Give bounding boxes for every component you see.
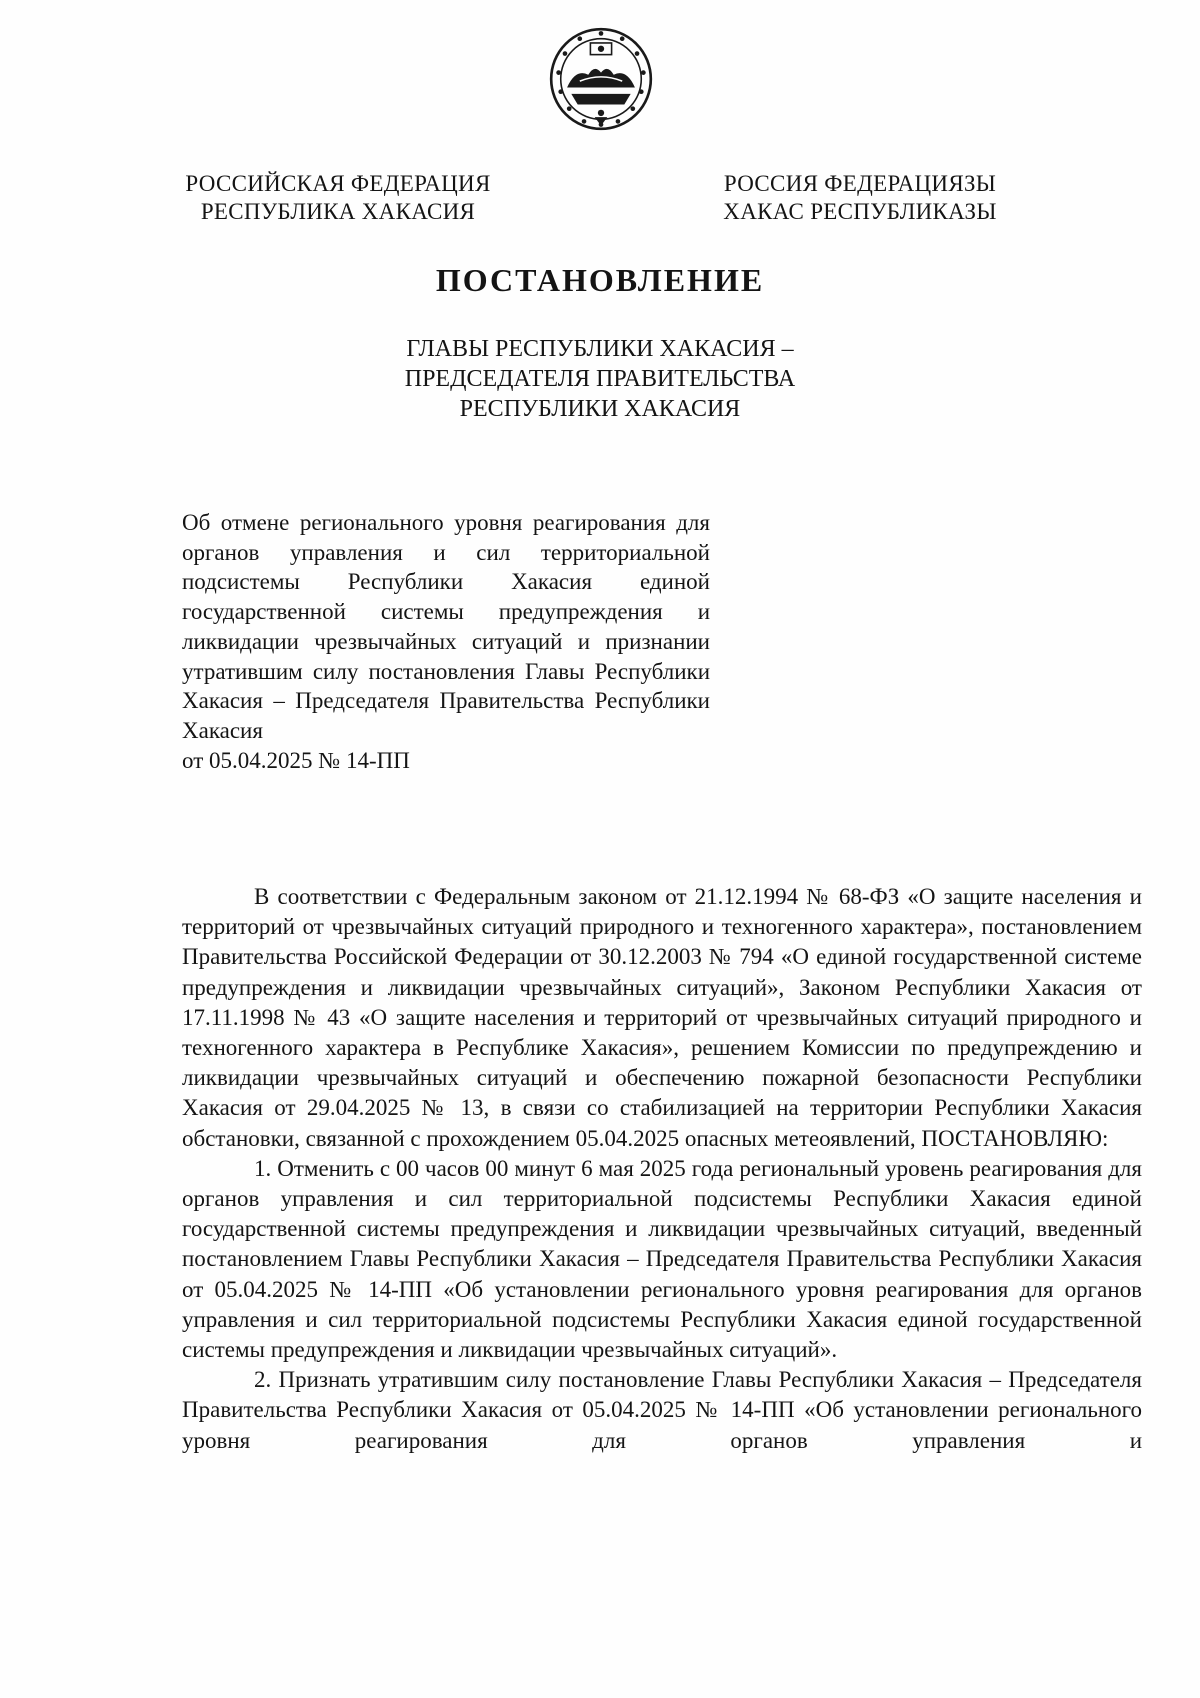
header-russian-federation: [168, 170, 508, 226]
document-body: [182, 882, 1142, 1456]
header-left-line-1: РОССИЙСКАЯ ФЕДЕРАЦИЯ: [185, 171, 491, 196]
issuer-line-2: ПРЕДСЕДАТЕЛЯ ПРАВИТЕЛЬСТВА: [404, 366, 796, 392]
subject-reference: от 05.04.2025 № 14-ПП: [182, 747, 410, 773]
issuer-line-3: РЕСПУБЛИКИ ХАКАСИЯ: [459, 396, 741, 422]
subject-text: Об отмене регионального уровня реагирования для органов управления и сил территориальной подсистемы Республики Хакасия единой государственной системы предупреждения и ликвидации чрезвычайных ситуаций и признании утратившим силу постановления Главы Республики Хакасия – Председателя Правительства Республики Хакасия: [182, 510, 710, 743]
header-right-line-1: РОССИЯ ФЕДЕРАЦИЯЗЫ: [723, 171, 997, 196]
body-paragraph-item-1: 1. Отменить с 00 часов 00 минут 6 мая 2025 года региональный уровень реагирования для органов управления и сил территориальной подсистемы Республики Хакасия единой государственной системы предупреждения и ликвидации чрезвычайных ситуаций, введенный постановлением Главы Республики Хакасия – Председателя Правительства Республики Хакасия от 05.04.2025 № 14-ПП «Об установлении регионального уровня реагирования для органов управления и сил территориальной подсистемы Республики Хакасия единой государственной системы предупреждения и ликвидации чрезвычайных ситуаций».: [182, 1155, 1142, 1363]
body-paragraph-item-2: 2. Признать утратившим силу постановление Главы Республики Хакасия – Председателя Правительства Республики Хакасия от 05.04.2025 № 14-ПП «Об установлении регионального уровня реагирования для органов управления и: [182, 1367, 1142, 1453]
coat-of-arms-emblem: [548, 26, 654, 132]
issuer-line-1: ГЛАВЫ РЕСПУБЛИКИ ХАКАСИЯ –: [406, 336, 794, 362]
header-left-line-2: РЕСПУБЛИКА ХАКАСИЯ: [200, 199, 476, 224]
header-khakas-language: [690, 170, 1030, 226]
body-paragraph-preamble: В соответствии с Федеральным законом от 21.12.1994 № 68-ФЗ «О защите населения и территорий от чрезвычайных ситуаций природного и техногенного характера», постановлением Правительства Российской Федерации от 30.12.2003 № 794 «О единой государственной системе предупреждения и ликвидации чрезвычайных ситуаций», Законом Республики Хакасия от 17.11.1998 № 43 «О защите населения и территорий от чрезвычайных ситуаций природного и техногенного характера в Республике Хакасия», решением Комиссии по предупреждению и ликвидации чрезвычайных ситуаций и обеспечению пожарной безопасности Республики Хакасия от 29.04.2025 № 13, в связи со стабилизацией на территории Республики Хакасия обстановки, связанной с прохождением 05.04.2025 опасных метеоявлений, ПОСТАНОВЛЯЮ:: [182, 884, 1142, 1151]
document-subject: [182, 508, 710, 775]
document-type-title: ПОСТАНОВЛЕНИЕ: [435, 262, 765, 298]
header-right-line-2: ХАКАС РЕСПУБЛИКАЗЫ: [723, 199, 997, 224]
document-issuer: [300, 334, 900, 424]
